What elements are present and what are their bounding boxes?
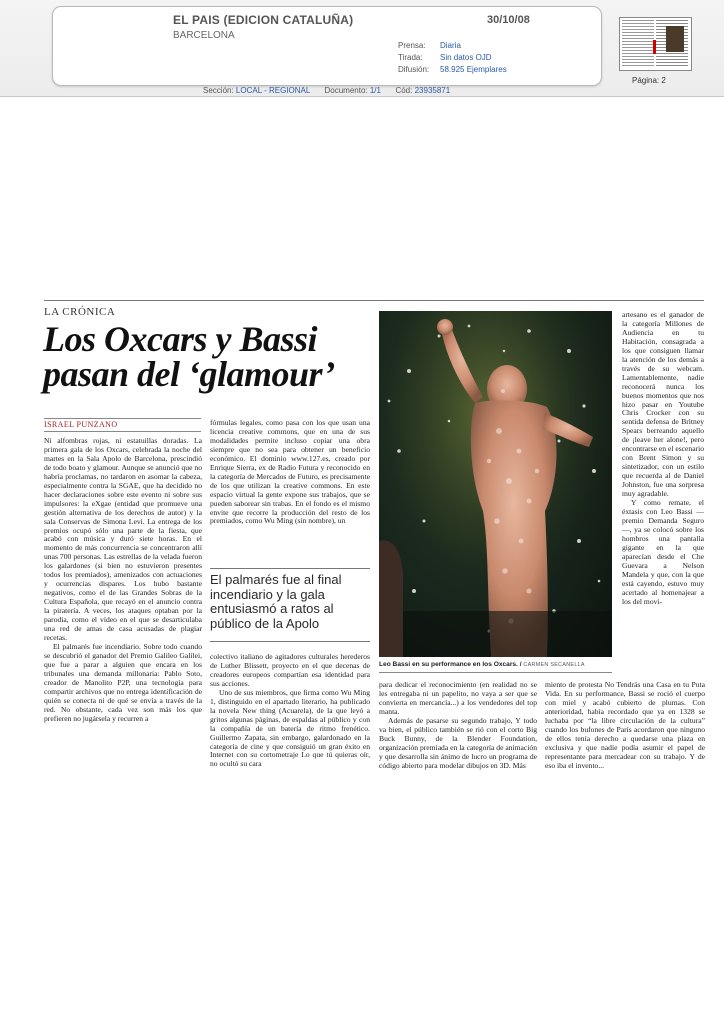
byline-rule: [44, 418, 201, 419]
thumbnail-right-page: [656, 20, 688, 66]
page-thumbnail[interactable]: [619, 17, 692, 71]
paragraph: miento de protesta No Tendrás una Casa en tu Puta Vida. En su performance, Bassi se roció el cuerpo con miel y acabó cubierto de plumas. Con anterioridad, había recordado que ya en 1328 se luchaba por “la libre circulación de la cultura” cuando los bufones de París acordaron que ninguno de ellos tenía derecho a quedarse una plaza en exclusiva y que nadie podía asumir el papel de representante para mercadear con su trabajo. Y de eso iba el invento...: [545, 681, 705, 770]
performer-illustration: [379, 311, 612, 657]
section-label: Sección:: [203, 86, 234, 95]
meta-label: Tirada:: [398, 53, 423, 62]
article-column-4: [622, 311, 704, 678]
meta-label: Difusión:: [398, 65, 430, 74]
publication-date: 30/10/08: [487, 14, 530, 26]
paragraph: artesano es el ganador de la categoría Millones de Audiencia en tu Habitación, consagrada a los que consiguen llamar la atención de los demás a través de su webcam. Lamentablemente, nadie reconocerá nunca los buenos momentos que nos hizo pasar en Youtube Chris Crocker con su sentida defensa de Britney Spears berreando aquello de ¡leave her alone!, pero encontrarse en el escenario con Brent Simon y su sintetizador, con un estilo que recuerda al de Daniel Johnston, fue una sorpresa muy agradable.: [622, 311, 704, 499]
page-number: Página: 2: [632, 76, 666, 85]
byline-rule-bottom: [44, 431, 201, 432]
article-kicker: LA CRÓNICA: [44, 306, 116, 318]
clipping-header: [0, 0, 724, 97]
section-value: LOCAL - REGIONAL: [235, 86, 311, 95]
pullquote-rule-top: [210, 568, 370, 569]
caption-rule: [379, 672, 612, 673]
photo-caption: [379, 661, 619, 668]
article-headline: Los Oxcars y Bassi pasan del ‘glamour’: [43, 319, 335, 394]
paragraph: colectivo italiano de agitadores culturales herederos de Luther Blissett, proyecto en el que decenas de creadores europeos compartían esa identidad para sus acciones.: [210, 653, 370, 688]
article-column-2-bottom: [210, 653, 370, 797]
photo-credit: CARMEN SECANELLA: [523, 662, 585, 668]
section-info-row: [203, 86, 450, 95]
thumbnail-marker: [653, 40, 656, 54]
paragraph: Además de pasarse su segundo trabajo, Y todo va bien, el público también se rió con el corto Big Buck Bunny, de la Blender Foundation, organización premiada en la categoría de animación y que desarrolla sin ánimo de lucro un programa de código abierto para modelar dibujos en 3D. Más: [379, 715, 537, 770]
article-column-1: [44, 437, 202, 797]
document-value: 1/1: [369, 86, 381, 95]
pullquote-rule-bottom: [210, 641, 370, 642]
article-byline: ISRAEL PUNZANO: [44, 420, 118, 429]
code-label: Cód:: [395, 86, 413, 95]
clipping-info-card: [52, 6, 602, 86]
meta-value: 58.925 Ejemplares: [440, 65, 507, 74]
meta-label: Prensa:: [398, 41, 426, 50]
meta-value: Diaria: [440, 41, 461, 50]
pull-quote: El palmarés fue al final incendiario y la gala entusiasmó a ratos al público de la Apolo: [210, 572, 342, 631]
article-column-2-top: [210, 419, 370, 562]
meta-tirada: [398, 53, 492, 62]
paragraph: para dedicar el reconocimiento (en realidad no se les entregaba ni un papelito, no vaya a ser que se convierta en mercancía...) a los vendedores del top manta.: [379, 681, 537, 716]
code-value: 23935871: [414, 86, 451, 95]
thumbnail-left-page: [622, 20, 654, 66]
meta-prensa: [398, 41, 461, 50]
meta-difusion: [398, 65, 507, 74]
paragraph: Y como remate, el éxtasis con Leo Bassi —premio Demanda Seguro—, ya se colocó sobre los hombros una pantalla gigante en la que aparecían desde el Che Guevara a Nelson Mandela y que, con la que está cayendo, estuvo muy acertado al homenajear a los del movi-: [622, 498, 704, 606]
caption-text: Leo Bassi en su performance en los Oxcars. /: [379, 661, 522, 668]
paragraph: fórmulas legales, como pasa con los que usan una licencia creative commons, que en una de sus modalidades permite incluso copiar una obra siempre que no sea para obtener un beneficio económico. El dominio www.127.es, creado por Enrique Sierra, ex de Radio Futura y reconocido en la categoría de Mercados de Futuro, es precisamente de los que utilizan la creative commons. En este espacio virtual la gente expone sus trabajos, que se pueden saborear sin trabas. En el fondo es el mismo envite que recorre la producción del resto de los premiados, como Wu Ming (sin nombre), un: [210, 419, 370, 526]
article-top-rule: [44, 300, 704, 301]
leo-bassi-photo: [379, 311, 612, 657]
paragraph: Ni alfombras rojas, ni estatuillas doradas. La primera gala de los Oxcars, celebrada la noche del martes en la Sala Apolo de Barcelona, prescindió de todo boato y glamour. Aunque se anunció que no habría proclamas, no tardaron en asomar la cabeza, especialmente contra la SGAE, que ha decidido no hacer declaraciones sobre este evento ni sobre sus impulsores: la eXgae (entidad que promueve una gestión alternativa de los derechos de autor) y la sala Conservas de Simona Levi. La entrega de los premios ocupó sólo una parte de la fiesta, que acabó con música y duró siete horas. En el momento de más concurrencia se concentraron allí unas 700 personas. Las estrellas de la velada fueron los galardones (si bien no estuvieron presentes todos los premiados), amenizados con actuaciones y ocurrencias dispares. Los hubo bastante negativos, como el de las Grandes Sobras de la Cultura Española, que recayó en el anuncio contra la piratería. A veces, los ataques optaban por la parodia, como el vídeo en el que se desarticulaba una red de amas de casa acusadas de plagiar recetas.: [44, 437, 202, 642]
meta-value: Sin datos OJD: [440, 53, 492, 62]
publication-city: BARCELONA: [173, 30, 235, 41]
paragraph: El palmarés fue incendiario. Sobre todo cuando se descubrió el ganador del Premio Galileo Galilei, que fue a parar a alguien que encara en los tribunales una demanda millonaria: Pablo Soto, creador de Manolito P2P, una tecnología para compartir archivos que no entrega identificación de quién se conecta ni de qué se envía a través de la red. No obstante, cada vez son más los que prefieren no jugársela y recurren a: [44, 641, 202, 723]
publication-name: EL PAIS (EDICION CATALUÑA): [173, 13, 354, 27]
article-column-3: [379, 681, 537, 797]
document-label: Documento:: [324, 86, 368, 95]
paragraph: Uno de sus miembros, que firma como Wu Ming 1, distinguido en el apartado literario, ha publicado la novela New thing (Acuarela), de la que leyó a gritos algunas páginas, de espaldas al público y con la compañía de un batería de ritmo frenético. Guillermo Zapata, sin embargo, galardonado en la categoría de cine y que consiguió un gran éxito en Internet con su cortometraje Lo que tú quieras oír, no ocultó su cara: [210, 687, 370, 769]
article-column-4-bottom: [545, 681, 705, 797]
